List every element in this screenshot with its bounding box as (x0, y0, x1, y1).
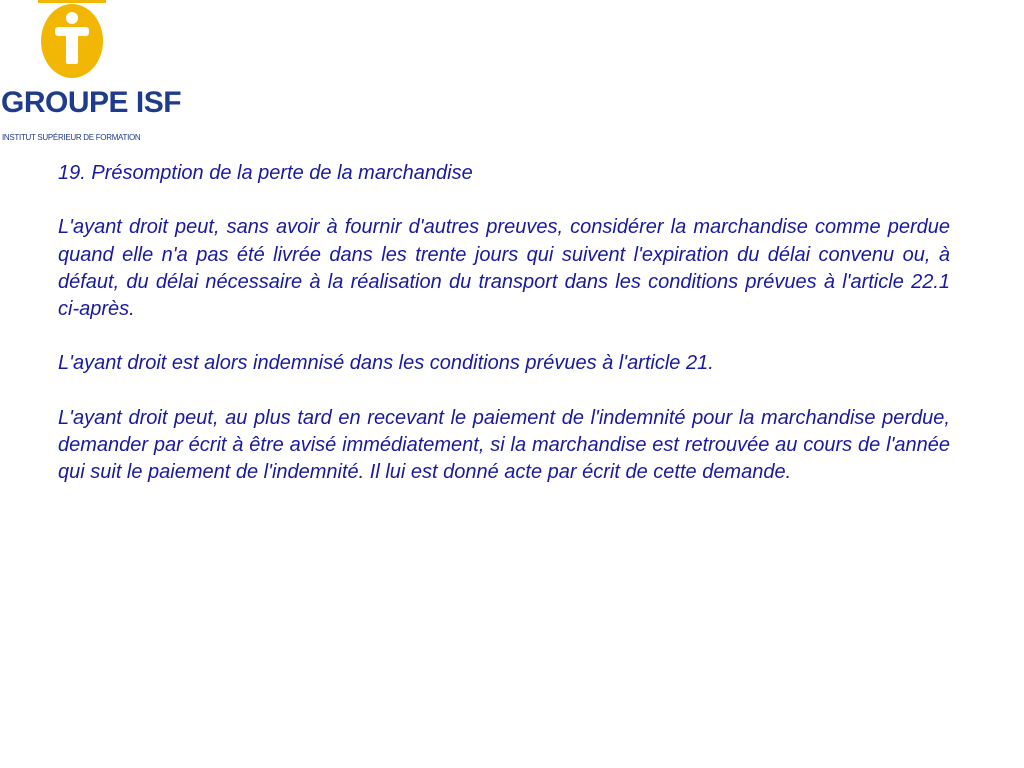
logo-person-icon (38, 0, 106, 80)
slide-content (58, 160, 950, 514)
logo-tagline: INSTITUT SUPÉRIEUR DE FORMATION (2, 133, 141, 142)
section-title: 19. Présomption de la perte de la marchandise (58, 162, 473, 184)
paragraph-2: L'ayant droit est alors indemnisé dans les conditions prévues à l'article 21. (58, 352, 714, 375)
paragraph-1: L'ayant droit peut, sans avoir à fournir d'autres preuves, considérer la marchandise comme perdue quand elle n'a pas été livrée dans les trente jours qui suivent l'expiration du délai convenu ou, à défaut, du délai nécessaire à la réalisation du transport dans les conditions prévues à l'article 22.1 ci-après. (58, 216, 950, 320)
paragraph-3: L'ayant droit peut, au plus tard en recevant le paiement de l'indemnité pour la marchandise perdue, demander par écrit à être avisé immédiatement, si la marchandise est retrouvée au cours de l'année qui suit le paiement de l'indemnité. Il lui est donné acte par écrit de cette demande. (58, 406, 950, 484)
logo-name: GROUPE ISF (1, 86, 182, 119)
groupe-isf-logo (0, 0, 182, 148)
